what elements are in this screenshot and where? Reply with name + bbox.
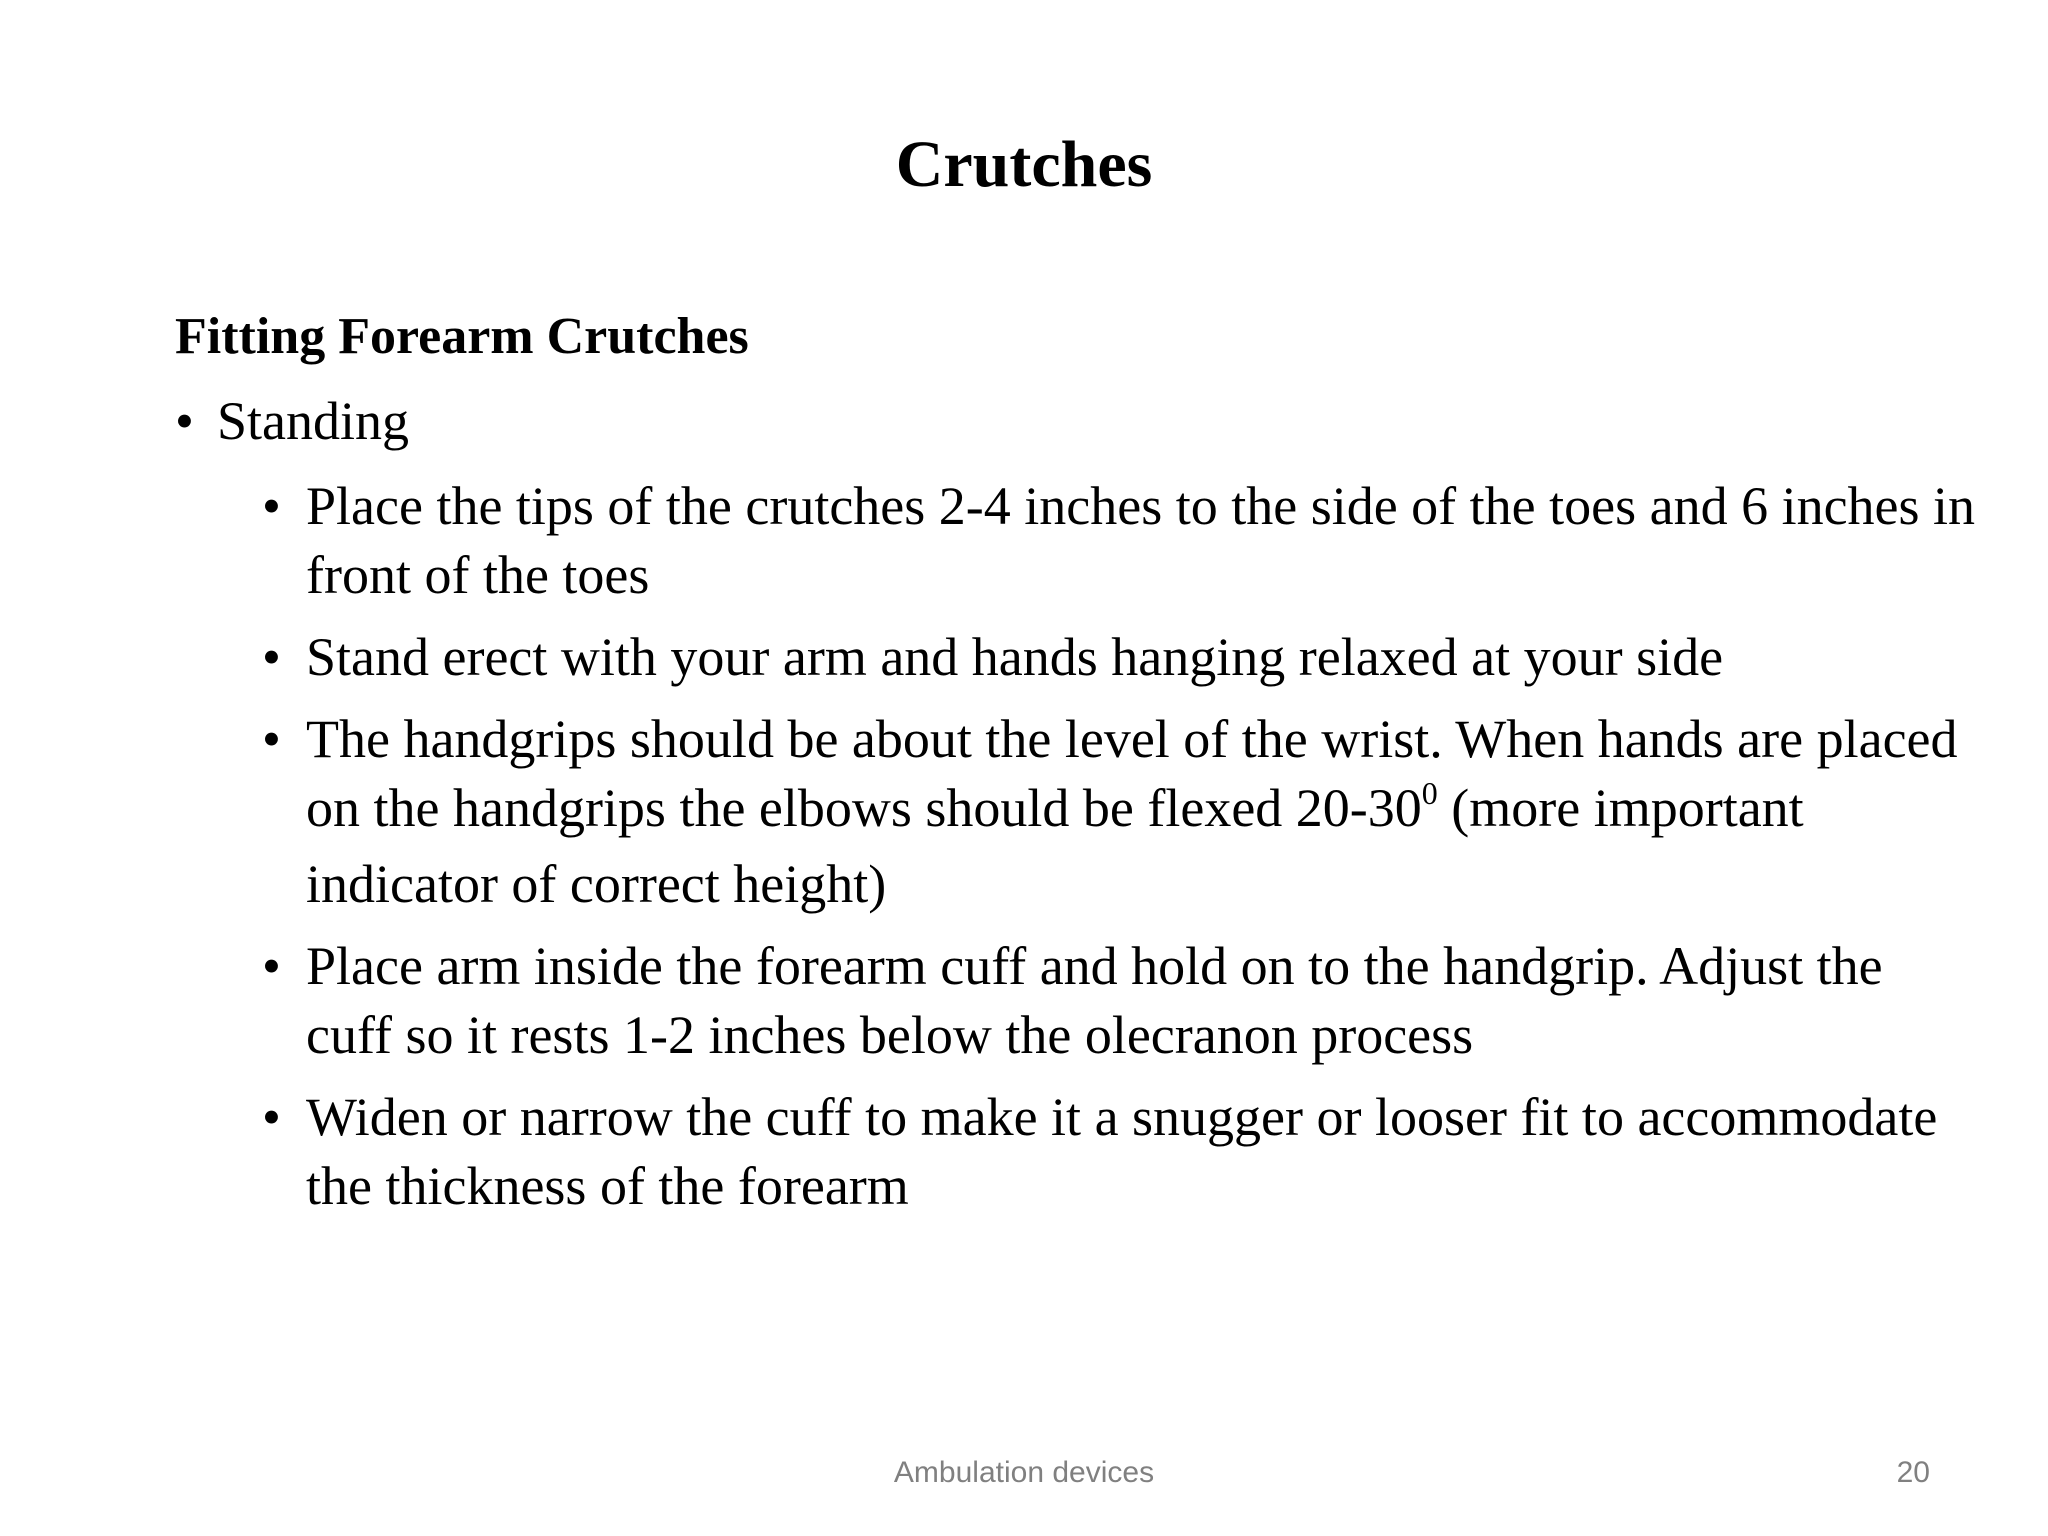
slide-title: Crutches [895,128,1153,201]
footer-title: Ambulation devices [893,1456,1155,1489]
bullet-icon: • [262,936,281,996]
bullet-level1-label: Standing [217,391,410,451]
list-item-text: The handgrips should be about the level of the wrist. When hands are placed on the handgrips the elbows should be flexed 20-30 [306,709,1958,838]
list-item [262,705,1982,919]
bullet-icon: • [175,391,194,451]
list-item-text-tail: (more important indicator of correct height) [306,778,1804,914]
list-item [262,623,1982,692]
degree-superscript: 0 [1421,775,1438,811]
section-heading: Fitting Forearm Crutches [175,308,749,365]
bullet-icon: • [262,476,281,536]
list-item-text: Stand erect with your arm and hands hanging relaxed at your side [306,627,1724,687]
bullet-icon: • [262,627,281,687]
list-item-text: Place arm inside the forearm cuff and hold on to the handgrip. Adjust the cuff so it rests 1-2 inches below the olecranon process [306,936,1883,1065]
bullet-icon: • [262,709,281,769]
bullet-level1-standing [175,386,409,456]
standing-instructions-list [262,472,1982,1234]
list-item [262,472,1982,610]
bullet-icon: • [262,1087,281,1147]
list-item [262,932,1982,1070]
page-number: 20 [1896,1456,1930,1489]
list-item [262,1083,1982,1221]
list-item-text: Widen or narrow the cuff to make it a snugger or looser fit to accommodate the thickness of the forearm [306,1087,1938,1216]
list-item-text: Place the tips of the crutches 2-4 inches to the side of the toes and 6 inches in front of the toes [306,476,1976,605]
